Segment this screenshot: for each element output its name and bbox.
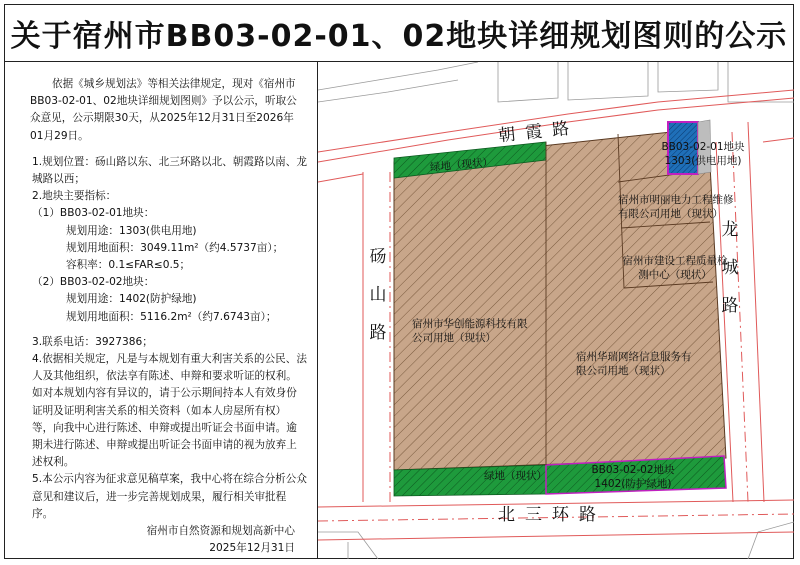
road-west-char: 路 [369,323,387,343]
parcel-ne2-line: 宿州市建设工程质量检 [622,255,728,267]
spacer [30,326,307,334]
parcel-west-line: 宿州市华创能源科技有限 [412,318,528,330]
plot1-far: 容积率：0.1≤FAR≤0.5； [66,259,191,272]
parcel-ne1-label [618,193,734,221]
notice-intro: 依据《城乡规划法》等相关法律规定，现对《宿州市BB03-02-01、02地块详细规划图则》予以公示，听取公众意见，公示期限30天，从2025年12月31日至2026年01月29日。 [30,78,297,142]
notice-item-rights: 4.依据相关规定，凡是与本规划有重大利害关系的公民、法人及其他组织，依法享有陈述、申辩和要求听证的权利。如对本规划内容有异议的，请于公示期间持本人有效身份证明及证明利害关系的相关资料（如本人房屋所有权）等，向我中心进行陈述、申辩或提出听证会书面申请。逾期未进行陈述、申辩或提出听证会书面申请的视为放弃上述权利。 [32,353,307,469]
notice-item-location: 1.规划位置：砀山路以东、北三环路以北、朝霞路以南、龙城路以西； [32,155,307,186]
plot1-label [658,140,748,168]
parcel-ne1-line: 宿州市明丽电力工程维修 [618,194,734,206]
parcel-ne2-label [620,254,730,282]
plot1-heading: （1）BB03-02-01地块： [32,207,155,220]
notice-item-indicators: 2.地块主要指标： [32,190,117,203]
plot2-code: BB03-02-02地块 [591,464,675,476]
plot1-use: 规划用途：1303(供电用地) [66,224,197,237]
spacer [30,145,307,154]
road-west-char: 砀 [369,247,387,267]
parcel-area [394,128,726,470]
road-west-char: 山 [369,285,387,305]
parcel-ne2-line: 测中心（现状） [638,269,712,281]
parcel-ne1-line: 有限公司用地（现状） [618,208,723,220]
notice-item-draft: 5.本公示内容为征求意见稿草案，我中心将在综合分析公众意见和建议后，进一步完善规划成果，履行相关审批程序。 [32,473,307,520]
plot1-code: BB03-02-01地块 [661,141,745,153]
plot2-use-label: 1402(防护绿地) [594,478,672,490]
planning-map [318,62,794,559]
plot1-use-label: 1303(供电用地) [664,155,742,167]
plot2-heading: （2）BB03-02-02地块： [32,276,155,289]
plot2-label [578,463,688,491]
road-west-name [368,247,388,361]
parcel-west-label [412,317,528,345]
notice-panel [4,62,318,559]
parcel-west-line: 公司用地（现状） [412,332,496,344]
notice-date: 2025年12月31日 [209,542,295,555]
green-south-label: 绿地（现状） [484,470,547,482]
plot2-area: 规划用地面积：5116.2m²（约7.6743亩）； [66,310,277,323]
signer: 宿州市自然资源和规划高新中心 [146,525,295,538]
plot1-area: 规划用地面积：3049.11m²（约4.5737亩）； [66,241,284,254]
green-north-label: 绿地（现状） [429,156,494,174]
plot2-use: 规划用途：1402(防护绿地) [66,293,197,306]
road-east-char: 路 [721,296,739,316]
road-east-char: 城 [721,258,739,278]
parcel-center-label [576,350,692,378]
road-east-char: 龙 [721,220,739,240]
parcel-center-line: 宿州华瑞网络信息服务有 [576,351,692,363]
page-title: 关于宿州市BB03-02-01、02地块详细规划图则的公示 [4,4,794,62]
road-north-name: 朝霞路 [497,117,581,147]
parcel-center-line: 限公司用地（现状） [576,365,671,377]
road-south-name: 北三环路 [498,505,606,525]
notice-item-phone: 3.联系电话：3927386； [32,335,153,348]
